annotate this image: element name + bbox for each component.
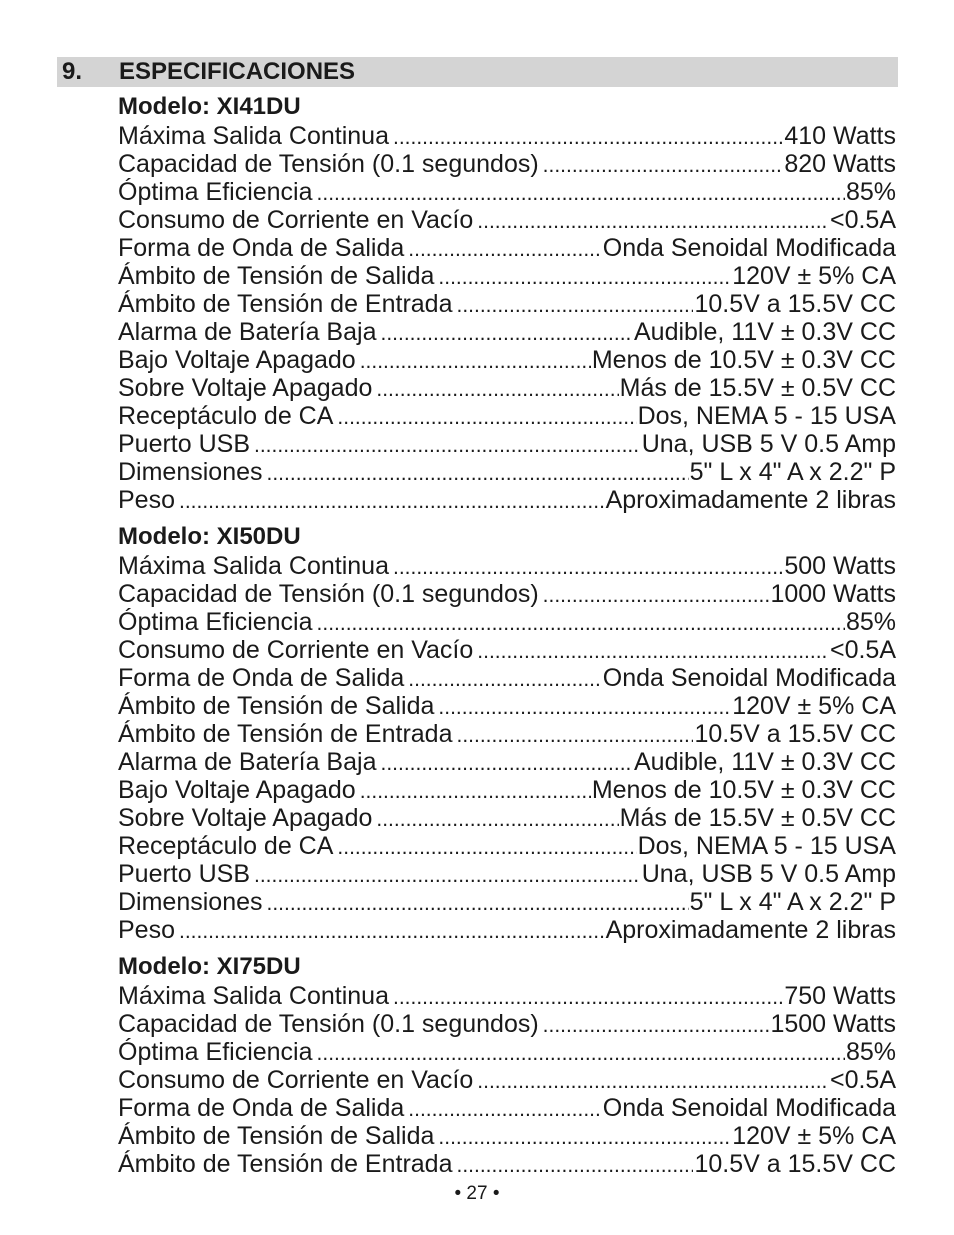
spec-row — [118, 122, 896, 150]
spec-label: Alarma de Batería Baja — [118, 748, 377, 776]
spec-label: Receptáculo de CA — [118, 402, 334, 430]
spec-value: Dos, NEMA 5 - 15 USA — [637, 832, 896, 860]
spec-row — [118, 1010, 896, 1038]
dot-leader — [179, 488, 605, 514]
spec-label: Forma de Onda de Salida — [118, 234, 405, 262]
dot-leader — [477, 638, 829, 664]
spec-row — [118, 860, 896, 888]
spec-value: Una, USB 5 V 0.5 Amp — [641, 430, 896, 458]
spec-row — [118, 150, 896, 178]
page-number: • 27 • — [454, 1183, 500, 1204]
model-title: Modelo: XI41DU — [118, 93, 301, 120]
spec-label: Forma de Onda de Salida — [118, 664, 405, 692]
spec-label: Ámbito de Tensión de Salida — [118, 1122, 435, 1150]
spec-row — [118, 318, 896, 346]
spec-row — [118, 776, 896, 804]
dot-leader — [254, 432, 641, 458]
spec-value: Más de 15.5V ± 0.5V CC — [619, 804, 896, 832]
spec-value: 85% — [845, 178, 896, 206]
spec-label: Capacidad de Tensión (0.1 segundos) — [118, 580, 539, 608]
spec-row — [118, 234, 896, 262]
dot-leader — [360, 348, 591, 374]
spec-row — [118, 720, 896, 748]
spec-label: Puerto USB — [118, 860, 251, 888]
spec-row — [118, 552, 896, 580]
dot-leader — [477, 208, 829, 234]
spec-value: 750 Watts — [784, 982, 896, 1010]
spec-value: <0.5A — [829, 636, 896, 664]
spec-label: Máxima Salida Continua — [118, 982, 389, 1010]
model-block-xi41du — [118, 92, 896, 514]
spec-value: 120V ± 5% CA — [732, 1122, 896, 1150]
dot-leader — [543, 1012, 770, 1038]
spec-label: Alarma de Batería Baja — [118, 318, 377, 346]
dot-leader — [380, 750, 633, 776]
spec-value: 120V ± 5% CA — [732, 262, 896, 290]
dot-leader — [254, 862, 641, 888]
spec-value: Aproximadamente 2 libras — [605, 916, 896, 944]
dot-leader — [457, 292, 694, 318]
spec-value: 85% — [845, 608, 896, 636]
spec-label: Dimensiones — [118, 888, 263, 916]
spec-row — [118, 916, 896, 944]
spec-label: Ámbito de Tensión de Salida — [118, 262, 435, 290]
dot-leader — [317, 180, 845, 206]
spec-row — [118, 262, 896, 290]
dot-leader — [179, 918, 605, 944]
spec-value: 410 Watts — [784, 122, 896, 150]
spec-row — [118, 1122, 896, 1150]
spec-label: Óptima Eficiencia — [118, 178, 313, 206]
spec-row — [118, 374, 896, 402]
dot-leader — [438, 264, 731, 290]
spec-value: 500 Watts — [784, 552, 896, 580]
spec-row — [118, 458, 896, 486]
spec-row — [118, 1094, 896, 1122]
spec-row — [118, 804, 896, 832]
spec-label: Forma de Onda de Salida — [118, 1094, 405, 1122]
spec-row — [118, 486, 896, 514]
dot-leader — [457, 1152, 694, 1178]
spec-value: 1500 Watts — [770, 1010, 896, 1038]
dot-leader — [360, 778, 591, 804]
section-title: ESPECIFICACIONES — [119, 58, 356, 85]
dot-leader — [393, 554, 783, 580]
spec-label: Ámbito de Tensión de Entrada — [118, 1150, 453, 1178]
spec-value: Menos de 10.5V ± 0.3V CC — [591, 776, 896, 804]
spec-row — [118, 206, 896, 234]
spec-value: Onda Senoidal Modificada — [602, 1094, 896, 1122]
spec-row — [118, 1066, 896, 1094]
spec-value: 85% — [845, 1038, 896, 1066]
model-block-xi50du — [118, 522, 896, 944]
spec-value: 5" L x 4" A x 2.2" P — [689, 458, 896, 486]
spec-label: Receptáculo de CA — [118, 832, 334, 860]
spec-row — [118, 832, 896, 860]
spec-value: Onda Senoidal Modificada — [602, 234, 896, 262]
spec-value: Audible, 11V ± 0.3V CC — [633, 748, 896, 776]
spec-label: Consumo de Corriente en Vacío — [118, 206, 474, 234]
dot-leader — [376, 806, 618, 832]
spec-value: Aproximadamente 2 libras — [605, 486, 896, 514]
model-block-xi75du — [118, 952, 896, 1178]
model-title: Modelo: XI75DU — [118, 953, 301, 980]
spec-value: <0.5A — [829, 206, 896, 234]
spec-value: Onda Senoidal Modificada — [602, 664, 896, 692]
spec-value: 10.5V a 15.5V CC — [694, 290, 896, 318]
spec-label: Consumo de Corriente en Vacío — [118, 636, 474, 664]
spec-row — [118, 982, 896, 1010]
spec-value: Dos, NEMA 5 - 15 USA — [637, 402, 896, 430]
spec-row — [118, 888, 896, 916]
spec-row — [118, 290, 896, 318]
spec-row — [118, 664, 896, 692]
spec-value: Una, USB 5 V 0.5 Amp — [641, 860, 896, 888]
spec-row — [118, 636, 896, 664]
spec-row — [118, 1038, 896, 1066]
spec-label: Consumo de Corriente en Vacío — [118, 1066, 474, 1094]
dot-leader — [477, 1068, 829, 1094]
dot-leader — [457, 722, 694, 748]
spec-row — [118, 346, 896, 374]
dot-leader — [337, 404, 636, 430]
spec-label: Sobre Voltaje Apagado — [118, 804, 373, 832]
spec-value: <0.5A — [829, 1066, 896, 1094]
spec-label: Sobre Voltaje Apagado — [118, 374, 373, 402]
spec-label: Puerto USB — [118, 430, 251, 458]
spec-row — [118, 580, 896, 608]
spec-label: Bajo Voltaje Apagado — [118, 346, 356, 374]
spec-label: Máxima Salida Continua — [118, 552, 389, 580]
dot-leader — [376, 376, 618, 402]
spec-label: Óptima Eficiencia — [118, 608, 313, 636]
spec-label: Ámbito de Tensión de Salida — [118, 692, 435, 720]
spec-label: Peso — [118, 916, 175, 944]
dot-leader — [408, 666, 601, 692]
spec-value: 820 Watts — [784, 150, 896, 178]
spec-value: 10.5V a 15.5V CC — [694, 720, 896, 748]
dot-leader — [317, 1040, 845, 1066]
dot-leader — [267, 890, 689, 916]
spec-label: Máxima Salida Continua — [118, 122, 389, 150]
dot-leader — [317, 610, 845, 636]
spec-label: Peso — [118, 486, 175, 514]
spec-row — [118, 692, 896, 720]
spec-value: 1000 Watts — [770, 580, 896, 608]
specifications-content — [118, 92, 896, 1186]
spec-row — [118, 1150, 896, 1178]
dot-leader — [337, 834, 636, 860]
dot-leader — [408, 236, 601, 262]
spec-label: Ámbito de Tensión de Entrada — [118, 720, 453, 748]
dot-leader — [393, 984, 783, 1010]
dot-leader — [380, 320, 633, 346]
spec-value: Menos de 10.5V ± 0.3V CC — [591, 346, 896, 374]
spec-value: Más de 15.5V ± 0.5V CC — [619, 374, 896, 402]
spec-row — [118, 178, 896, 206]
spec-label: Bajo Voltaje Apagado — [118, 776, 356, 804]
dot-leader — [393, 124, 783, 150]
spec-label: Ámbito de Tensión de Entrada — [118, 290, 453, 318]
spec-value: Audible, 11V ± 0.3V CC — [633, 318, 896, 346]
spec-label: Capacidad de Tensión (0.1 segundos) — [118, 150, 539, 178]
spec-value: 10.5V a 15.5V CC — [694, 1150, 896, 1178]
section-number: 9. — [62, 58, 83, 85]
dot-leader — [408, 1096, 601, 1122]
spec-label: Dimensiones — [118, 458, 263, 486]
spec-row — [118, 608, 896, 636]
section-header — [57, 57, 898, 87]
spec-row — [118, 430, 896, 458]
dot-leader — [267, 460, 689, 486]
dot-leader — [438, 694, 731, 720]
spec-row — [118, 402, 896, 430]
spec-value: 5" L x 4" A x 2.2" P — [689, 888, 896, 916]
dot-leader — [543, 582, 770, 608]
spec-label: Capacidad de Tensión (0.1 segundos) — [118, 1010, 539, 1038]
spec-label: Óptima Eficiencia — [118, 1038, 313, 1066]
dot-leader — [438, 1124, 731, 1150]
model-title: Modelo: XI50DU — [118, 523, 301, 550]
spec-value: 120V ± 5% CA — [732, 692, 896, 720]
dot-leader — [543, 152, 784, 178]
spec-row — [118, 748, 896, 776]
